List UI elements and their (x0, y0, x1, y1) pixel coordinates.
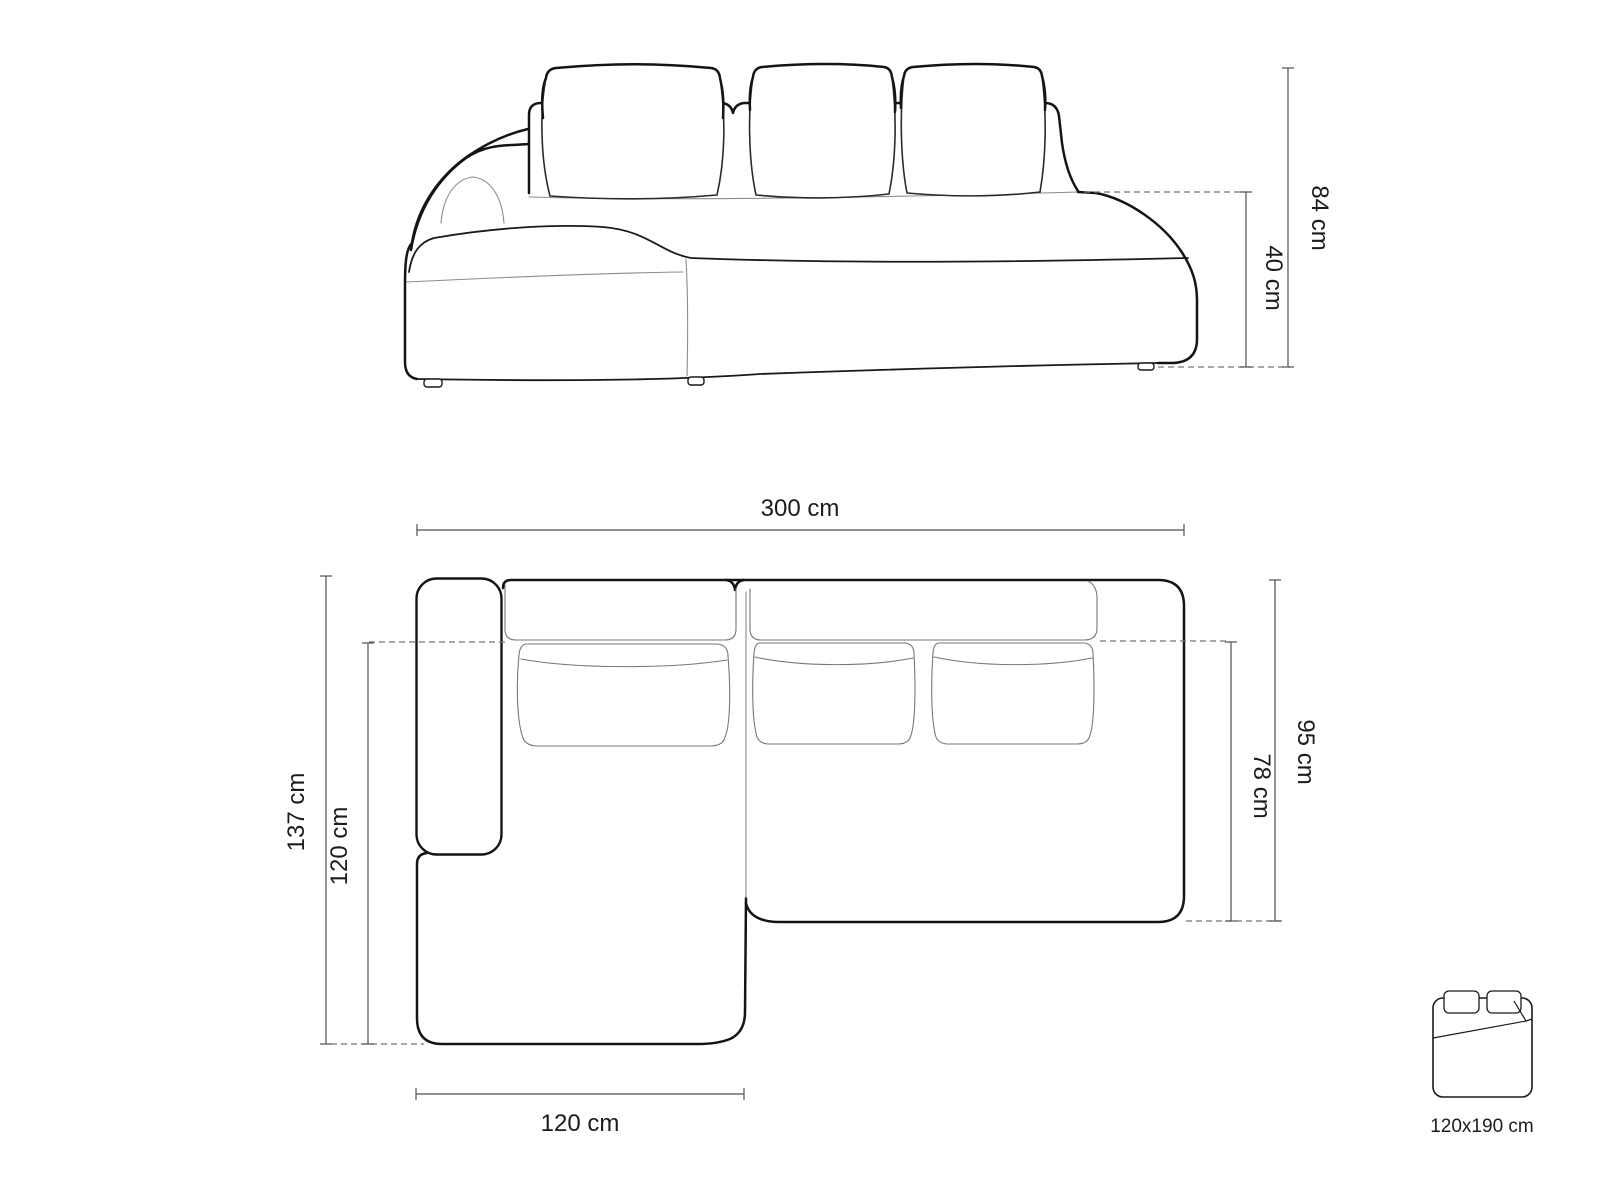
sleeping-area-icon (1430, 991, 1534, 1137)
front-overall-height-label: 84 cm (1306, 185, 1333, 251)
top-armrest (417, 579, 502, 855)
top-backrest-panel-left (505, 585, 736, 640)
bed-pillow-right-icon (1487, 991, 1521, 1013)
front-dimension-seat-height (1240, 192, 1287, 367)
front-chaise-right-seam (686, 259, 688, 376)
top-seat-cushion-chaise (517, 644, 729, 746)
top-body-outline (503, 580, 1184, 922)
front-foot-middle (688, 377, 704, 385)
top-seat-cushion-middle (753, 643, 915, 744)
top-overall-depth-label: 137 cm (283, 772, 310, 852)
top-chaise-width-label: 120 cm (540, 1110, 620, 1137)
top-dimension-chaise-width (416, 1088, 744, 1137)
top-chaise-outline (417, 853, 746, 1044)
front-chaise-base-seam (406, 272, 683, 282)
top-dimension-overall-depth (283, 576, 332, 1044)
top-backrest-panel-right (750, 581, 1097, 640)
top-dimension-inner-depth (326, 643, 374, 1044)
top-overall-width-label: 300 cm (760, 495, 840, 522)
sofa-front-view-drawing (405, 64, 1333, 387)
top-dimension-right-depth (1269, 580, 1319, 921)
front-pillow-middle (750, 64, 896, 198)
front-foot-left (424, 379, 442, 387)
top-seat-cushion-right (932, 643, 1094, 744)
sleeping-area-label: 120x190 cm (1430, 1116, 1534, 1137)
sofa-top-view-drawing (283, 495, 1319, 1137)
top-inner-depth-label: 120 cm (326, 806, 353, 886)
top-dimension-seat-depth (1225, 642, 1275, 921)
front-bottom-edge (417, 363, 1158, 380)
front-armrest-inner-arc (441, 177, 504, 223)
bed-pillow-left-icon (1444, 991, 1479, 1013)
front-chaise-hump-line (409, 226, 1188, 272)
top-right-depth-label: 95 cm (1292, 719, 1319, 785)
front-pillow-left (542, 64, 724, 199)
front-dimension-overall-height (1282, 68, 1333, 367)
front-foot-right (1138, 363, 1154, 370)
front-right-outer-contour (1078, 192, 1197, 363)
front-left-outer-contour (405, 129, 528, 379)
front-seat-height-label: 40 cm (1260, 245, 1287, 311)
front-pillow-right (901, 64, 1045, 196)
top-seat-depth-label: 78 cm (1248, 753, 1275, 819)
top-backrest-notch (726, 580, 744, 590)
top-dimension-overall-width (417, 495, 1184, 536)
